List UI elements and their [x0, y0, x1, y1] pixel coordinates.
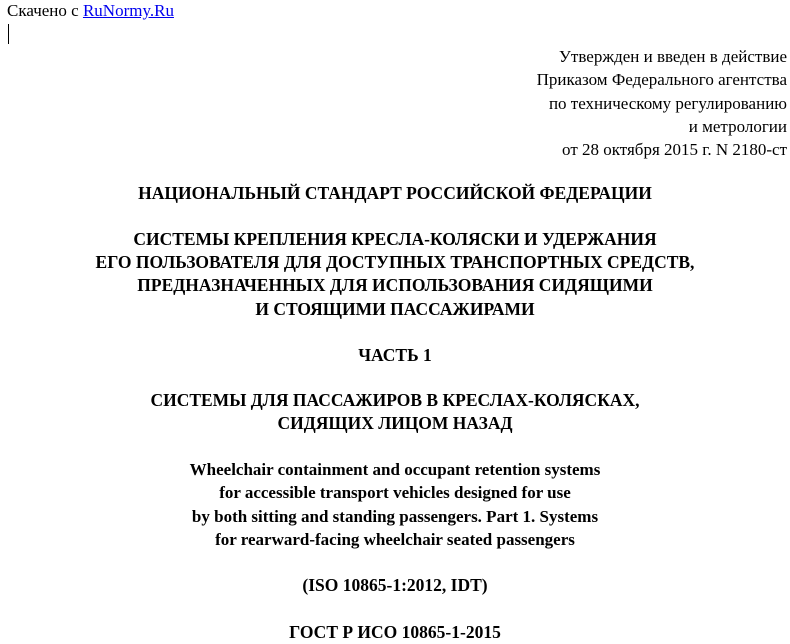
- subtitle-ru-line: СИСТЕМЫ ДЛЯ ПАССАЖИРОВ В КРЕСЛАХ-КОЛЯСКАХ,: [150, 390, 640, 410]
- source-prefix: Скачено с: [7, 1, 79, 20]
- subtitle-ru-line: СИДЯЩИХ ЛИЦОМ НАЗАД: [277, 413, 513, 434]
- title-ru-line: И СТОЯЩИМИ ПАССАЖИРАМИ: [255, 298, 535, 319]
- title-en-line: for accessible transport vehicles designed for use: [219, 483, 571, 503]
- source-line: [7, 1, 174, 21]
- title-en: [0, 458, 790, 552]
- approval-line: от 28 октября 2015 г. N 2180-ст: [562, 140, 787, 160]
- title-ru-line: ПРЕДНАЗНАЧЕННЫХ ДЛЯ ИСПОЛЬЗОВАНИЯ СИДЯЩИМИ: [137, 275, 653, 296]
- title-ru-line: ЕГО ПОЛЬЗОВАТЕЛЯ ДЛЯ ДОСТУПНЫХ ТРАНСПОРТНЫХ СРЕДСТВ,: [95, 252, 695, 273]
- standard-heading: НАЦИОНАЛЬНЫЙ СТАНДАРТ РОССИЙСКОЙ ФЕДЕРАЦИИ: [138, 183, 652, 203]
- iso-reference: (ISO 10865-1:2012, IDT): [302, 575, 488, 595]
- approval-line: Утвержден и введен в действие: [558, 47, 787, 66]
- approval-line: и метрологии: [688, 116, 787, 136]
- title-ru: [0, 228, 790, 321]
- title-en-line: for rearward-facing wheelchair seated passengers: [215, 530, 575, 550]
- part-heading: ЧАСТЬ 1: [358, 345, 432, 365]
- approval-block: [537, 45, 787, 161]
- title-en-line: Wheelchair containment and occupant retention systems: [189, 460, 601, 479]
- gost-designation: ГОСТ Р ИСО 10865-1-2015: [289, 622, 501, 642]
- approval-line: по техническому регулированию: [548, 93, 787, 113]
- source-link[interactable]: RuNormy.Ru: [82, 1, 174, 20]
- title-en-line: by both sitting and standing passengers. Part 1. Systems: [191, 506, 599, 526]
- title-ru-line: СИСТЕМЫ КРЕПЛЕНИЯ КРЕСЛА-КОЛЯСКИ И УДЕРЖАНИЯ: [133, 229, 657, 249]
- approval-line: Приказом Федерального агентства: [536, 70, 787, 90]
- text-cursor: [8, 24, 9, 44]
- subtitle-ru: [0, 389, 790, 436]
